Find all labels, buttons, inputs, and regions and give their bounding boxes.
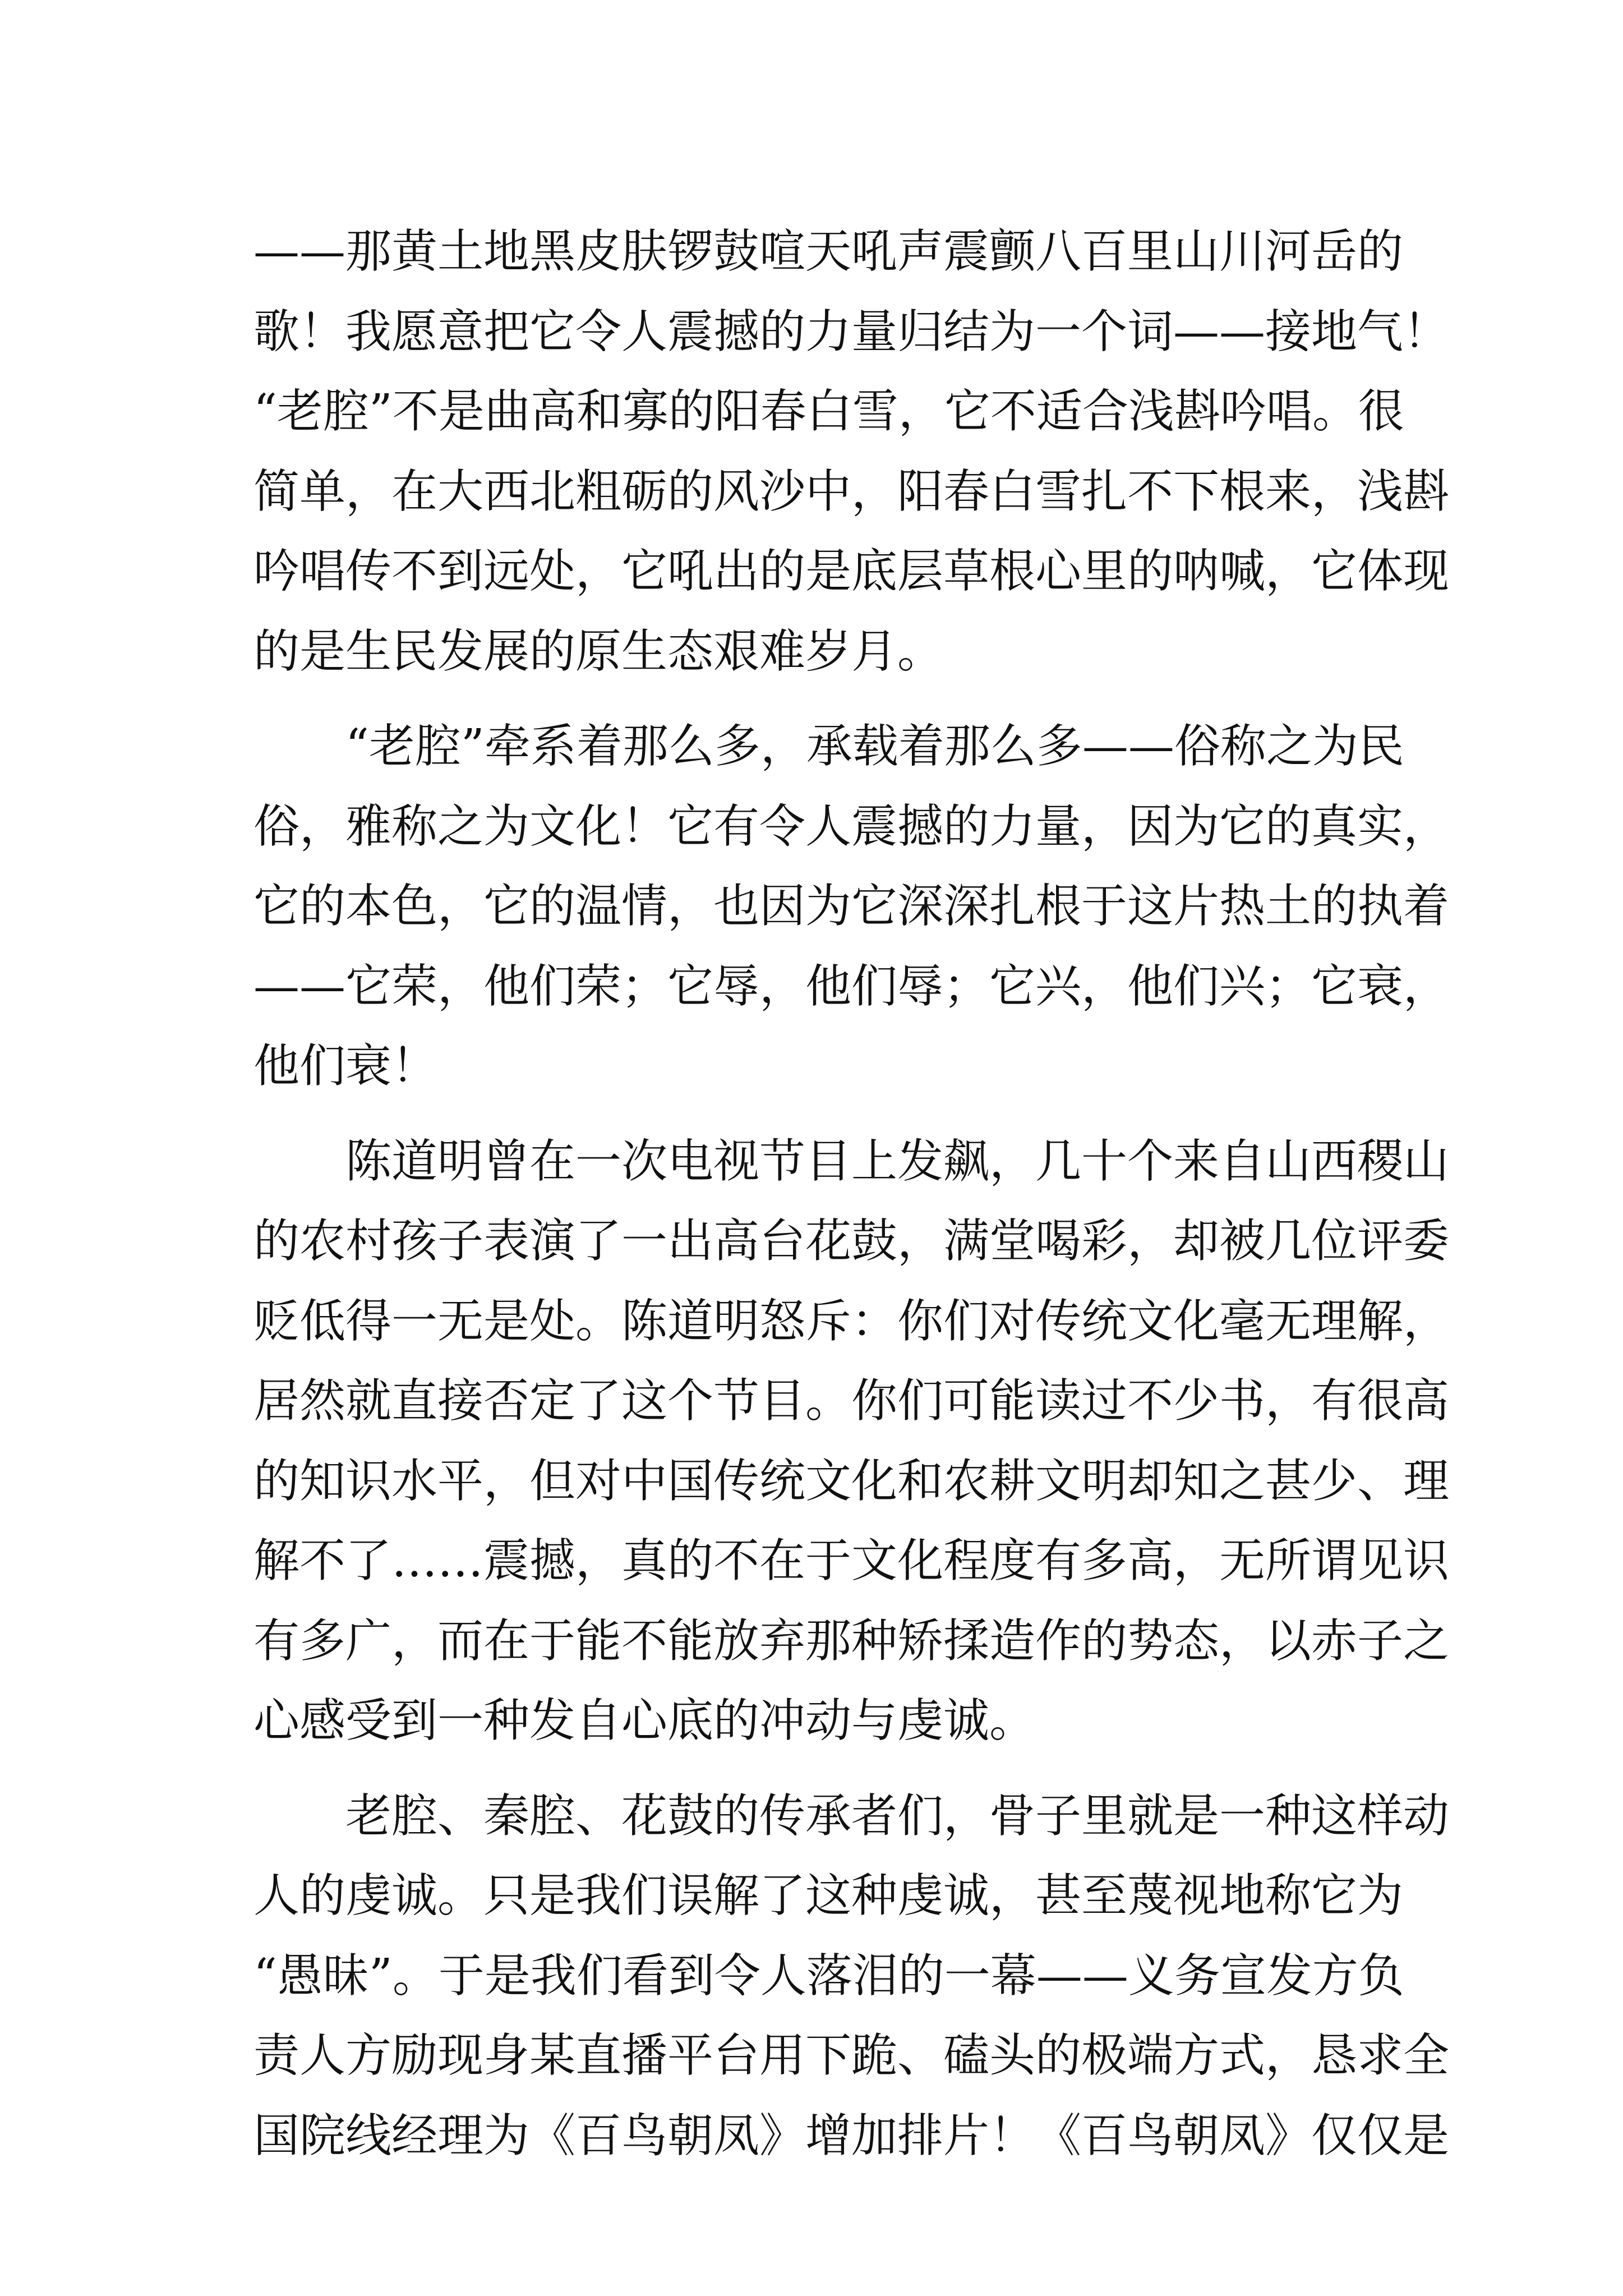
paragraph bbox=[253, 1777, 1450, 2177]
text-line: 陈道明曾在一次电视节目上发飙，几十个来自山西稷山 bbox=[345, 1134, 1450, 1188]
text-line: 吟唱传不到远处，它吼出的是底层草根心里的呐喊，它体现 bbox=[253, 545, 1450, 598]
text-line: 国院线经理为《百鸟朝凤》增加排片！《百鸟朝凤》仅仅是 bbox=[253, 2109, 1450, 2162]
text-line: “愚昧”。于是我们看到令人落泪的一幕——义务宣发方负 bbox=[253, 1949, 1404, 2003]
text-line: 的农村孩子表演了一出高台花鼓，满堂喝彩，却被几位评委 bbox=[253, 1214, 1450, 1268]
text-line: 贬低得一无是处。陈道明怒斥：你们对传统文化毫无理解， bbox=[253, 1294, 1450, 1348]
text-line: 解不了……震撼，真的不在于文化程度有多高，无所谓见识 bbox=[253, 1534, 1450, 1588]
text-line: 老腔、秦腔、花鼓的传承者们，骨子里就是一种这样动 bbox=[345, 1789, 1450, 1843]
text-line: “老腔”牵系着那么多，承载着那么多——俗称之为民 bbox=[345, 720, 1404, 773]
text-line: 俗，雅称之为文化！它有令人震撼的力量，因为它的真实， bbox=[253, 799, 1450, 853]
paragraph bbox=[253, 212, 1450, 692]
text-line: 简单，在大西北粗砺的风沙中，阳春白雪扎不下根来，浅斟 bbox=[253, 464, 1450, 518]
paragraph bbox=[253, 707, 1450, 1107]
text-line: 的是生民发展的原生态艰难岁月。 bbox=[253, 624, 944, 678]
text-line: 有多广，而在于能不能放弃那种矫揉造作的势态，以赤子之 bbox=[253, 1614, 1450, 1668]
text-line: ——那黄土地黑皮肤锣鼓喧天吼声震颤八百里山川河岳的 bbox=[253, 225, 1404, 278]
text-line: ——它荣，他们荣；它辱，他们辱；它兴，他们兴；它衰， bbox=[253, 959, 1450, 1013]
text-line: 责人方励现身某直播平台用下跪、磕头的极端方式，恳求全 bbox=[253, 2029, 1450, 2082]
paragraph bbox=[253, 1122, 1450, 1761]
text-line: 人的虔诚。只是我们误解了这种虔诚，甚至蔑视地称它为 bbox=[253, 1869, 1404, 1922]
text-line: 居然就直接否定了这个节目。你们可能读过不少书，有很高 bbox=[253, 1374, 1450, 1428]
body-text bbox=[253, 212, 1450, 2176]
text-line: 歌！我愿意把它令人震撼的力量归结为一个词——接地气！ bbox=[253, 305, 1450, 358]
text-line: 他们衰！ bbox=[253, 1039, 438, 1093]
text-line: “老腔”不是曲高和寡的阳春白雪，它不适合浅斟吟唱。很 bbox=[253, 385, 1404, 438]
text-line: 的知识水平，但对中国传统文化和农耕文明却知之甚少、理 bbox=[253, 1454, 1450, 1508]
text-line: 心感受到一种发自心底的冲动与虔诚。 bbox=[253, 1694, 1036, 1747]
text-line: 它的本色，它的温情，也因为它深深扎根于这片热土的执着 bbox=[253, 880, 1450, 933]
